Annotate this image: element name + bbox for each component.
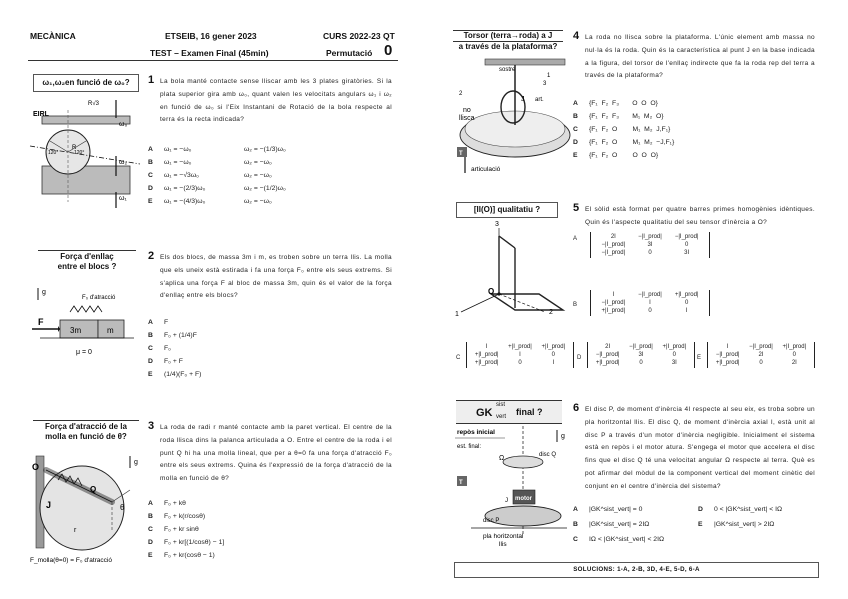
q4-art-label: art. [535,97,544,103]
q5-figure [455,221,578,322]
q3-theta-label: θ [120,503,125,512]
permutation-value: 0 [384,42,393,59]
q4-T-label: T [459,151,463,157]
q5-stem: El sòlid està format per quatre barres primes homogènies idèntiques. Quin és l'aspecte qualitatiu del seu tensor d'inèrcia a O? [585,206,815,226]
q2-g-label: g [42,289,46,296]
q2-spring-label: F₀ d'atracció [82,295,116,301]
q3-O-label: O [32,462,40,472]
q4-options [573,97,818,162]
q6-repos-label: repòs inicial [457,429,495,436]
q5-matrix-e[interactable]: I −|I_prod| +|I_prod| −|I_prod| 2I 0 +|I_prod| 0 2I [707,342,815,368]
q4-J-label: J [521,96,525,103]
q5-O-label: O [488,287,495,296]
exam-title: TEST – Examen Final (45min) [150,48,269,58]
q5-axis2: 2 [549,309,553,316]
q1-w0-label: ω₀ [119,121,128,128]
q3-options [148,497,388,562]
q3-option-c[interactable]: C F₀ + kr sinθ [148,526,199,533]
solutions-bar: SOLUCIONS: 1-A, 2-B, 3D, 4-E, 5-D, 6-A [454,562,819,578]
q6-motor-label: motor [515,496,532,502]
permutation-label: Permutació [326,48,373,58]
q1-option-a[interactable]: A ω₁ = −ω₀ ω₂ = −(1/3)ω₀ [148,146,286,153]
q4-option-a[interactable]: A {F₁ F₂ F₃ O O O} [573,100,658,107]
q6-estat-label: est. final: [457,444,482,450]
q4-llisca-label: llisca [459,115,475,122]
q1-title: ω₁,ω₂en funció de ω₀? [33,74,139,92]
q1-number: 1 [148,74,155,86]
q3-option-b[interactable]: B F₀ + k(r/cosθ) [148,513,206,520]
q5-axis1: 1 [455,311,459,318]
course-label: CURS 2022-23 QT [323,31,395,41]
q4-axis1: 1 [547,73,551,79]
q2-options [148,316,388,381]
q6-options [573,503,818,546]
q3-title: Força d'atracció de la molla en funció de θ? [33,420,139,442]
q5-axis3: 3 [495,221,499,228]
q4-axis2: 2 [459,91,463,97]
q5-matrix-c[interactable]: I +|I_prod| +|I_prod| +|I_prod| I 0 +|I_prod| 0 I [466,342,574,368]
q4-articulacio-label: articulació [471,166,501,173]
q6-pla1-label: pla horitzontal [483,533,524,540]
q5-title: [II(O)] qualitatiu ? [456,202,558,218]
q3-option-e[interactable]: E F₀ + kr(cosθ − 1) [148,552,215,559]
q1-option-b[interactable]: B ω₁ = −ω₀ ω₂ = −ω₀ [148,159,272,166]
q5-matrix-b[interactable]: I −|I_prod| +|I_prod| −|I_prod| I 0 +|I_prod| 0 I [590,290,710,316]
q6-title: GK sist vert final ? [456,400,562,424]
q6-g-label: g [561,433,565,440]
q1-w2-label: ω₂ [119,159,128,166]
q1-angle-a: 120° [48,150,59,156]
q2-F-label: F [38,317,44,327]
q4-option-b[interactable]: B {F₁ F₂ F₃ M₁ M₂ O} [573,113,664,120]
q1-r0-label: R√3 [88,101,99,107]
q6-omega-label: Ω [499,455,505,462]
q5-matrix-a[interactable]: 2I −|I_prod| −|I_prod| −|I_prod| 3I 0 −|I_prod| 0 3I [590,232,710,258]
q4-sostre-label: sostre [499,67,516,73]
q3-r-label: r [74,527,77,534]
q6-discP-label: disc P [483,518,500,524]
q3-Q-label: Q [90,485,97,494]
q4-no-label: no [463,107,471,114]
q6-option-a[interactable]: A |GK^sist_vert| = 0 [573,506,643,513]
q2-m-label: m [107,326,114,335]
q2-option-e[interactable]: E (1/4)(F₀ + F) [148,371,202,378]
q1-option-e[interactable]: E ω₁ = −(4/3)ω₀ ω₂ = −ω₀ [148,198,272,205]
q6-figure [455,424,570,554]
q2-mu-label: μ = 0 [76,349,92,356]
header-divider [28,60,398,61]
q4-figure [455,55,570,185]
q6-pla2-label: llis [499,541,507,548]
q5-number: 5 [573,202,580,214]
q4-option-c[interactable]: C {F₁ F₂ O M₁ M₂ J,F₁} [573,126,671,133]
q4-title: Torsor (terra→roda) a J a través de la plataforma? [453,30,563,52]
q6-option-d[interactable]: D 0 < |GK^sist_vert| < IΩ [698,506,783,513]
q1-r-label: R [72,145,77,151]
q6-number: 6 [573,402,580,414]
q2-option-b[interactable]: B F₀ + (1/4)F [148,332,197,339]
q1-option-c[interactable]: C ω₁ = −√3ω₀ ω₂ = −ω₀ [148,172,272,179]
q5-label-e: E [697,355,702,361]
q3-option-d[interactable]: D F₀ + kr[(1/cosθ) − 1] [148,539,225,546]
q2-option-a[interactable]: A F [148,319,169,326]
q2-3m-label: 3m [70,326,82,335]
q1-figure [30,96,140,211]
q3-g-label: g [134,459,138,466]
subject-title: MECÀNICA [30,31,76,41]
q5-label-d: D [577,355,582,361]
q4-option-e[interactable]: E {F₁ F₂ O O O O} [573,152,659,159]
q5-label-a: A [573,236,578,242]
q1-eirl-label: EIRL [33,111,49,118]
q1-angle-b: 120° [74,150,85,156]
q6-option-c[interactable]: C IΩ < |GK^sist_vert| < 2IΩ [573,536,665,543]
q4-stem: La roda no llisca sobre la plataforma. L'únic element amb massa no nul·la és la roda. Quin és la característica al punt J en la base indicada a la figura, del torsor de l'enllaç indirecte que fa la roda rep del terra a través de la plataforma? [585,34,815,80]
q2-title: Força d'enllaç entre el blocs ? [38,250,136,272]
q4-option-d[interactable]: D {F₁ F₂ O M₁ M₂ −J,F₁} [573,139,675,146]
q1-options [148,143,388,208]
q3-figure [30,450,142,570]
q6-T-label: T [459,480,463,486]
q6-option-b[interactable]: B |GK^sist_vert| = 2IΩ [573,521,650,528]
q3-option-a[interactable]: A F₀ + kθ [148,500,186,507]
q3-number: 3 [148,420,155,432]
q4-axis3: 3 [543,81,547,87]
q5-label-b: B [573,302,578,308]
q6-option-e[interactable]: E |GK^sist_vert| > 2IΩ [698,521,775,528]
q3-caption: F_molla(θ=0) = F₀ d'atracció [30,557,112,564]
q2-option-c[interactable]: C F₀ [148,345,171,352]
q2-number: 2 [148,250,155,262]
q1-option-d[interactable]: D ω₁ = −(2/3)ω₀ ω₂ = −(1/2)ω₀ [148,185,286,192]
q5-label-c: C [456,355,461,361]
q2-option-d[interactable]: D F₀ + F [148,358,183,365]
q2-stem: Els dos blocs, de massa 3m i m, es troben sobre un terra llis. La molla que els uneix està estirada i fa una força F₀ entre els seus extrems. Si s'aplica una força F al bloc de massa 3m, quin és el valor de la força d'enllaç entre els blocs? [160,254,392,300]
school-date: ETSEIB, 16 gener 2023 [165,31,257,41]
q1-stem: La bola manté contacte sense lliscar amb les 3 plates giratòries. Si la plata superior gira amb ω₀, quant valen les velocitats angulars ω₁ i ω₂ en funció de ω₀ si l'Eix Instantani de Rotació de la bola respecte al terra és la recta indicada? [160,78,392,124]
q1-w1-label: ω₁ [119,195,127,202]
q5-matrix-d[interactable]: 2I −|I_prod| +|I_prod| −|I_prod| 3I 0 +|I_prod| 0 3I [587,342,695,368]
q4-number: 4 [573,30,580,42]
q3-stem: La roda de radi r manté contacte amb la paret vertical. El centre de la roda llisca dins la palanca articulada a O. Entre el centre de la roda i el punt Q hi ha una molla lineal, que per a θ=0 fa una força d'atracció F₀ entre els seus extrems. Quina és l'expressió de la força d'atracció de la molla en funció de θ? [160,424,392,483]
q2-figure [30,282,140,362]
q6-J-label: J [505,498,508,504]
q3-J-label: J [46,500,52,510]
q6-discQ-label: disc Q [539,452,557,458]
q6-stem: El disc P, de moment d'inèrcia 4I respecte al seu eix, es troba sobre un pla horitzontal llis. El disc Q, de moment d'inèrcia axial I, està unit al disc P a través d'un motor d'inèrcia negligible. Inicialment el sistema està en repòs i el motor atura. S'engega el motor que accelera el disc fins que el disc Q té una velocitat angular Ω respecte al terra. Què es pot afirmar del mòdul de la component vertical del moment cinètic del conjunt en el centre d'inèrcia del sistema? [585,406,815,490]
